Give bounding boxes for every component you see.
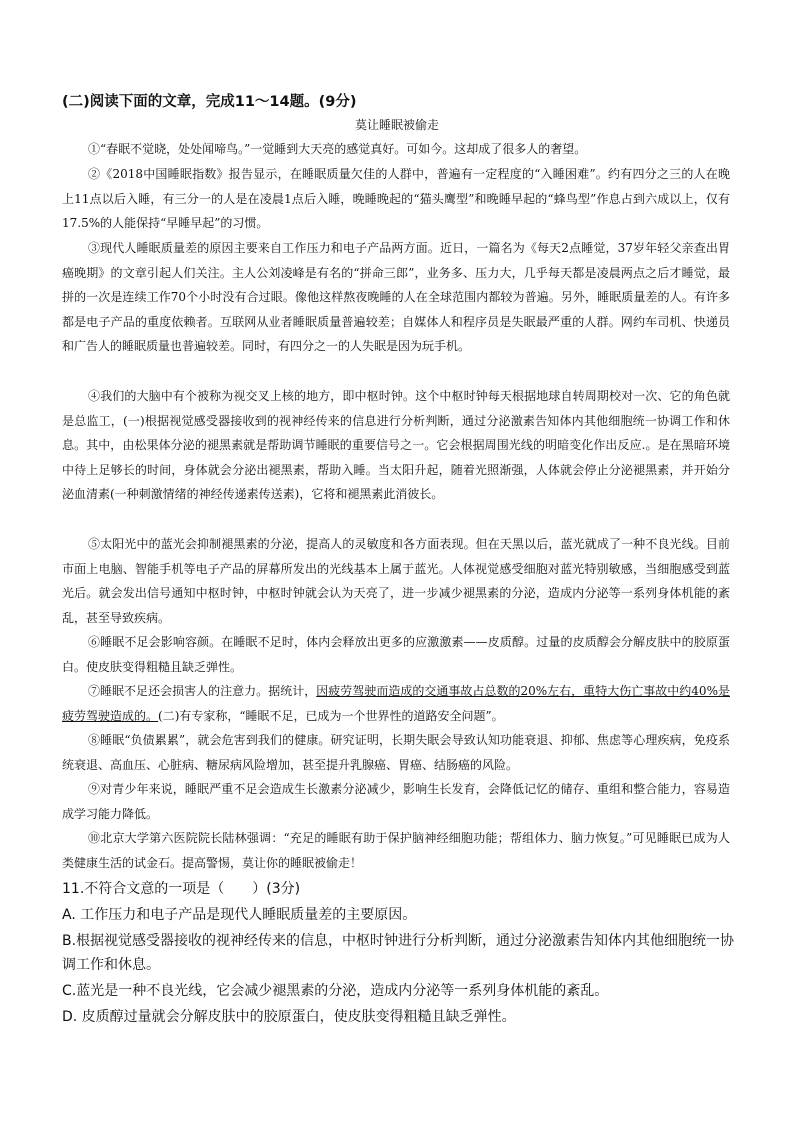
paragraph-1: ①“春眠不觉晓，处处闻啼鸟。”一觉睡到大天亮的感觉真好。可如今。这却成了很多人的奢望。 <box>88 142 587 156</box>
paragraph-9: ⑨对青少年来说，睡眠严重不足会造成生长激素分泌减少，影响生长发育，会降低记忆的储存、重组和整合能力，容易造成学习能力降低。 <box>62 782 730 821</box>
question-stem: 11.不符合文意的一项是（ ）(3分) <box>62 881 301 897</box>
option-d: D. 皮质醇过量就会分解皮肤中的胶原蛋白，使皮肤变得粗糙且缺乏弹性。 <box>62 1009 516 1025</box>
article-title: 莫让睡眠被偷走 <box>354 118 439 132</box>
paragraph-7-lead: ⑦睡眠不足还会损害人的注意力。据统计， <box>88 684 317 698</box>
paragraph-5: ⑤太阳光中的蓝光会抑制褪黑素的分泌，提高人的灵敏度和各方面表现。但在天黑以后，蓝光就成了一种不良光线。目前市面上电脑、智能手机等电子产品的屏幕所发出的光线基本上属于蓝光。人体视觉感受细胞对蓝光特别敏感，当细胞感受到蓝光后。就会发出信号通知中枢时钟，中枢时钟就会认为天亮了，进一步减少褪黑素的分泌，造成内分泌等一系列身体机能的紊乱，甚至导致疾病。 <box>62 537 730 625</box>
paragraph-6: ⑥睡眠不足会影响容颜。在睡眠不足时，体内会释放出更多的应激激素——皮质醇。过量的皮质醇会分解皮肤中的胶原蛋白。使皮肤变得粗糙且缺乏弹性。 <box>62 635 730 674</box>
paragraph-7-tail: (二)有专家称，“睡眠不足，已成为一个世界性的道路安全问题”。 <box>158 708 504 723</box>
paragraph-4: ④我们的大脑中有个被称为视交叉上核的地方，即中枢时钟。这个中枢时钟每天根据地球自转周期校对一次、它的角色就是总监工，(一)根据视觉感受器接收到的视神经传来的信息进行分析判断，通过分泌激素告知体内其他细胞统一协调工作和休息。其中，由松果体分泌的褪黑素就是帮助调节睡眠的重要信号之一。它会根据周围光线的明暗变化作出反应.。是在黑暗环境中待上足够长的时间，身体就会分泌出褪黑素，帮助入睡。当太阳升起，随着光照渐强，人体就会停止分泌褪黑素，并开始分泌血清素(一种刺激情绪的神经传递素传送素)，它将和褪黑素此消彼长。 <box>62 389 730 502</box>
option-c: C.蓝光是一种不良光线，它会减少褪黑素的分泌，造成内分泌等一系列身体机能的紊乱。 <box>62 983 609 999</box>
paragraph-7 <box>62 679 730 728</box>
paragraph-2: ②《2018中国睡眠指数》报告显示，在睡眠质量欠佳的人群中，普遍有一定程度的“入睡困难”。约有四分之三的人在晚上11点以后入睡，有三分一的人是在凌晨1点后入睡，晚睡晚起的“猫头鹰型”和晚睡早起的“蜂鸟型”作息占到六成以上，仅有17.5%的人能保持“早睡早起”的习惯。 <box>62 167 730 231</box>
paragraph-7-underlined: 因疲劳驾驶而造成的交通事故占总数的20%左右，重特大伤亡事故中约40%是疲劳驾驶造成的。 <box>62 684 730 723</box>
section-heading: (二)阅读下面的文章，完成11～14题。(9分) <box>62 94 357 110</box>
paragraph-3: ③现代人睡眠质量差的原因主要来自工作压力和电子产品两方面。近日，一篇名为《每天2点睡觉，37岁年轻父亲查出胃癌晚期》的文章引起人们关注。主人公刘凌峰是有名的“拼命三郎”，业务多、压力大，几乎每天都是凌晨两点之后才睡觉，最拼的一次是连续工作70个小时没有合过眼。像他这样熬夜晚睡的人在全球范围内都较为普遍。另外，睡眠质量差的人。有许多都是电子产品的重度依赖者。互联网从业者睡眠质量普遍较差；自媒体人和程序员是失眠最严重的人群。网约车司机、快递员和广告人的睡眠质量也普遍较差。同时，有四分之一的人失眠是因为玩手机。 <box>62 241 730 354</box>
paragraph-8: ⑧睡眠“负债累累”，就会危害到我们的健康。研究证明，长期失眠会导致认知功能衰退、抑郁、焦虑等心理疾病，免疫系统衰退、高血压、心脏病、糖尿病风险增加，甚至提升乳腺癌、胃癌、结肠癌的风险。 <box>62 733 730 772</box>
paragraph-10: ⑩北京大学第六医院院长陆林强调：“充足的睡眠有助于保护脑神经细胞功能；帮组体力、脑力恢复。”可见睡眠已成为人类健康生活的试金石。提高警惕，莫让你的睡眠被偷走！ <box>62 831 730 870</box>
option-b: B.根据视觉感受器接收的视神经传来的信息，中枢时钟进行分析判断，通过分泌激素告知体内其他细胞统一协调工作和休息。 <box>62 933 735 973</box>
option-a: A. 工作压力和电子产品是现代人睡眠质量差的主要原因。 <box>62 907 417 923</box>
